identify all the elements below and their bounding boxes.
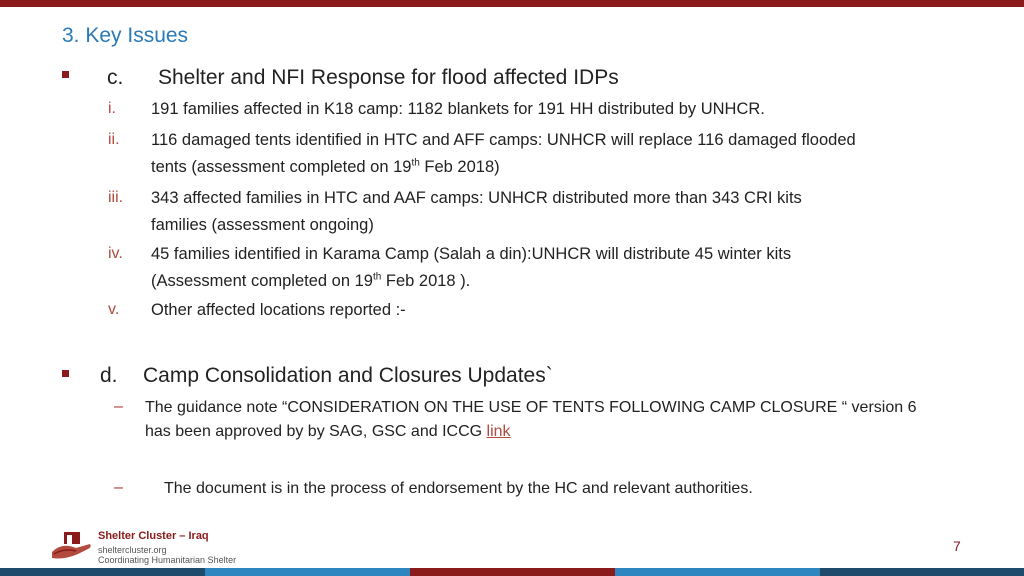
slide-title: 3. Key Issues [62,24,189,47]
item-ii-number: ii. [108,131,120,148]
item-v-number: v. [108,301,120,318]
dash-bullet-icon: – [114,479,123,496]
footer-org-name: Shelter Cluster – Iraq [98,530,209,542]
top-accent-bar [0,0,1024,7]
bottom-bar-segment [0,568,205,576]
dash-bullet-icon: – [114,398,123,415]
shelter-cluster-logo-icon [50,530,94,562]
item-iii-text: 343 affected families in HTC and AAF camps: UNHCR distributed more than 343 CRI kits families (assessment ongoing) [151,189,802,234]
page-number: 7 [953,538,961,554]
bottom-bar-segment [820,568,1024,576]
bottom-bar-segment [615,568,820,576]
item-iii-number: iii. [108,189,124,206]
footer-site: sheltercluster.org [98,545,167,555]
section-d-heading: Camp Consolidation and Closures Updates` [143,364,553,387]
item-i-number: i. [108,100,116,117]
footer-tagline: Coordinating Humanitarian Shelter [98,555,237,565]
bottom-bar-segment [205,568,410,576]
section-d-letter: d. [100,364,118,387]
endorsement-text: The document is in the process of endorsement by the HC and relevant authorities. [164,480,753,497]
section-c-letter: c. [107,66,124,89]
section-c-bullet-icon [62,71,69,78]
bottom-bar-segment [410,568,615,576]
item-ii-text: 116 damaged tents identified in HTC and AFF camps: UNHCR will replace 116 damaged flooded tents (assessment completed on 19th Feb 2018) [151,131,856,176]
item-v-text: Other affected locations reported :- [151,301,406,319]
item-iv-number: iv. [108,245,123,262]
item-iv-text: 45 families identified in Karama Camp (Salah a din):UNHCR will distribute 45 winter kits (Assessment completed on 19th Feb 2018 ). [151,245,792,290]
section-d-bullet-icon [62,370,69,377]
guidance-note-text: The guidance note “CONSIDERATION ON THE USE OF TENTS FOLLOWING CAMP CLOSURE “ version 6 has been approved by by SAG, GSC and ICCG link [145,399,917,440]
item-i-text: 191 families affected in K18 camp: 1182 blankets for 191 HH distributed by UNHCR. [151,100,765,118]
section-c-heading: Shelter and NFI Response for flood affected IDPs [158,66,619,89]
guidance-note-link[interactable]: link [486,423,511,440]
